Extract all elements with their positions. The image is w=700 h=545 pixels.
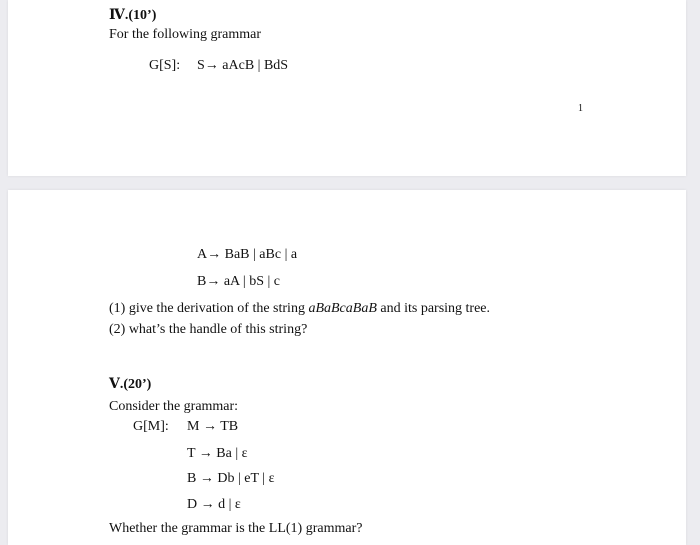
rule-d: D → d | ε [187, 497, 241, 512]
question-1-suffix: and its parsing tree. [376, 301, 491, 316]
rule-a: A→ BaB | aBc | a [197, 247, 298, 262]
consider-grammar: Consider the grammar: [109, 399, 239, 414]
question-1-string: aBaBcaBaB [308, 301, 377, 316]
ll1-question: Whether the grammar is the LL(1) grammar? [109, 521, 363, 536]
grammar-intro: For the following grammar [109, 27, 262, 42]
rule-b2: B → Db | eT | ε [187, 471, 275, 486]
question-2: (2) what’s the handle of this string? [109, 322, 308, 337]
document-page-2 [8, 190, 686, 545]
rule-t: T → Ba | ε [187, 446, 248, 461]
document-page-1 [8, 0, 686, 176]
rule-m: M → TB [187, 419, 239, 434]
grammar-s-name: G[S]: [149, 58, 181, 73]
question-1 [109, 301, 490, 317]
question-1-prefix: (1) give the derivation of the string [109, 301, 309, 316]
section-4-title: Ⅳ.(10’) [109, 8, 157, 23]
rule-b: B→ aA | bS | c [197, 274, 280, 289]
rule-s: S→ aAcB | BdS [197, 58, 289, 73]
section-5-title: Ⅴ.(20’) [109, 377, 152, 392]
page-number: 1 [578, 103, 583, 114]
grammar-m-name: G[M]: [133, 419, 169, 434]
